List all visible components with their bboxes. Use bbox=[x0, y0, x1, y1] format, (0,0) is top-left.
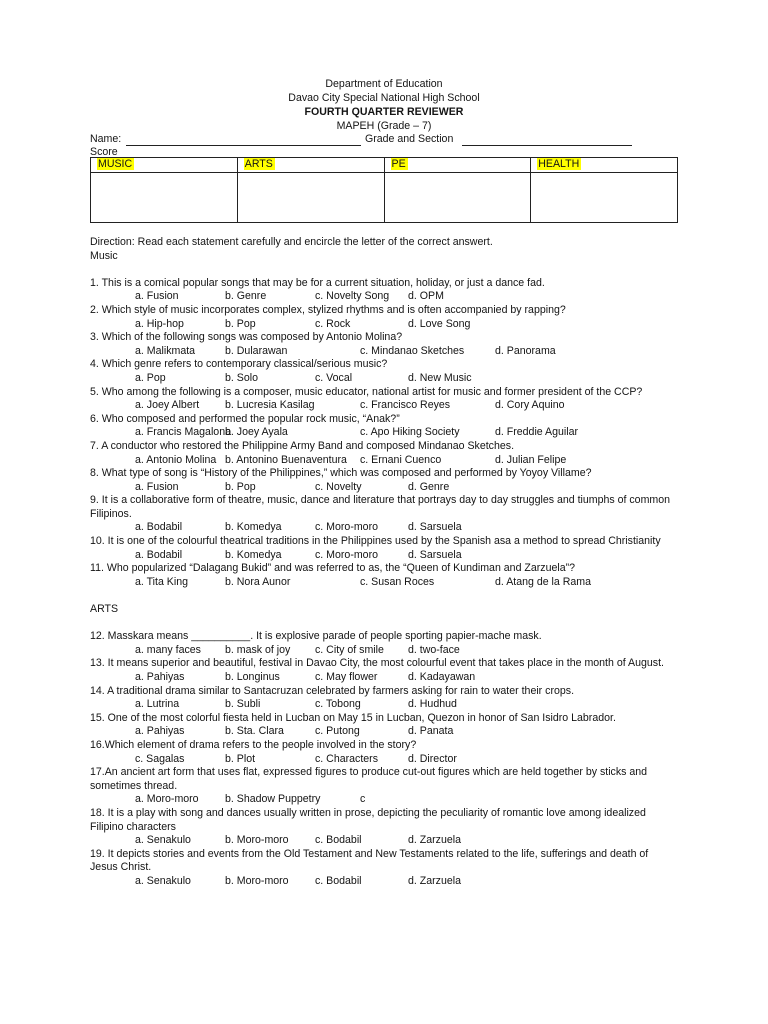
options-row bbox=[90, 725, 680, 739]
score-cell-pe bbox=[384, 173, 531, 223]
question-item bbox=[90, 807, 680, 848]
answer-option[interactable]: a. Hip-hop bbox=[135, 317, 184, 330]
answer-option[interactable]: b. Pop bbox=[225, 317, 256, 330]
answer-option[interactable]: c. Characters bbox=[315, 752, 378, 765]
score-table bbox=[90, 157, 678, 223]
question-item bbox=[90, 535, 680, 562]
answer-option[interactable]: c. Novelty bbox=[315, 480, 362, 493]
answer-option[interactable]: a. Moro-moro bbox=[135, 793, 199, 806]
question-item bbox=[90, 358, 680, 385]
question-item bbox=[90, 712, 680, 739]
answer-option[interactable]: c. Apo Hiking Society bbox=[360, 426, 460, 439]
answer-option[interactable]: b. Genre bbox=[225, 290, 267, 303]
options-row bbox=[90, 576, 680, 590]
question-text: 3. Which of the following songs was composed by Antonio Molina? bbox=[90, 331, 403, 344]
answer-option[interactable]: d. Cory Aquino bbox=[495, 399, 565, 412]
score-cell-arts bbox=[237, 173, 384, 223]
score-table-header bbox=[91, 158, 678, 173]
document-title: FOURTH QUARTER REVIEWER bbox=[304, 106, 464, 118]
answer-option[interactable]: a. Pahiyas bbox=[135, 671, 185, 683]
name-blank bbox=[126, 145, 361, 146]
answer-option[interactable]: c. May flower bbox=[315, 671, 378, 683]
answer-option[interactable]: c. Francisco Reyes bbox=[360, 399, 451, 412]
music-question-list bbox=[90, 277, 680, 590]
options-row bbox=[90, 549, 680, 563]
answer-option[interactable]: b. mask of joy bbox=[225, 643, 291, 656]
answer-option[interactable]: c. City of smile bbox=[315, 643, 384, 656]
question-text: 4. Which genre refers to contemporary classical/serious music? bbox=[90, 358, 388, 371]
answer-option[interactable]: b. Nora Aunor bbox=[225, 575, 291, 588]
answer-option[interactable]: b. Dularawan bbox=[225, 344, 288, 357]
score-cell-music bbox=[91, 173, 238, 223]
answer-option[interactable]: c. Tobong bbox=[315, 698, 361, 711]
direction-text: Direction: Read each statement carefully and encircle the letter of the correct answert. bbox=[90, 236, 493, 248]
options-row bbox=[90, 345, 680, 359]
answer-option[interactable]: a. Bodabil bbox=[135, 521, 183, 534]
answer-option[interactable]: a. Senakulo bbox=[135, 874, 191, 887]
options-row bbox=[90, 793, 680, 807]
section-title-arts: ARTS bbox=[90, 603, 119, 616]
answer-option[interactable]: b. Moro-moro bbox=[225, 874, 289, 887]
answer-option[interactable]: d. Freddie Aguilar bbox=[495, 426, 579, 439]
question-text: 8. What type of song is “History of the Philippines,” which was composed and performed by Yoyoy Villame? bbox=[90, 467, 592, 480]
question-item bbox=[90, 685, 680, 712]
answer-option[interactable]: a. Tita King bbox=[135, 575, 188, 588]
question-text: 13. It means superior and beautiful, festival in Davao City, the most colourful event that takes place in the month of August. bbox=[90, 657, 664, 670]
answer-option[interactable]: d. OPM bbox=[408, 290, 444, 303]
answer-option[interactable]: d. Kadayawan bbox=[408, 671, 476, 683]
options-row bbox=[90, 521, 680, 535]
question-item bbox=[90, 766, 680, 807]
question-text: 17.An ancient art form that uses flat, expressed figures to produce cut-out figures which are held together by sticks and sometimes thread. bbox=[90, 766, 648, 792]
answer-option[interactable]: d. Sarsuela bbox=[408, 521, 462, 534]
question-item bbox=[90, 467, 680, 494]
answer-option[interactable]: a. Joey Albert bbox=[135, 399, 200, 412]
question-text: 11. Who popularized “Dalagang Bukid” and was referred to as, the “Queen of Kundiman and Zarzuela”? bbox=[90, 562, 576, 575]
answer-option[interactable]: d. two-face bbox=[408, 643, 460, 656]
question-text: 18. It is a play with song and dances usually written in prose, depicting the peculiarity of romantic love among idealized Filipino characters bbox=[90, 806, 646, 833]
answer-option[interactable]: d. Panata bbox=[408, 725, 454, 738]
answer-option[interactable]: b. Subli bbox=[225, 698, 261, 711]
answer-option[interactable]: b. Sta. Clara bbox=[225, 725, 284, 738]
answer-option[interactable]: b. Shadow Puppetry bbox=[225, 793, 321, 806]
answer-option[interactable]: b. Plot bbox=[225, 752, 256, 765]
question-text: 7. A conductor who restored the Philippine Army Band and composed Mindanao Sketches. bbox=[90, 439, 515, 452]
answer-option[interactable]: d. Love Song bbox=[408, 317, 471, 330]
answer-option[interactable]: a. Lutrina bbox=[135, 698, 180, 711]
options-row bbox=[90, 671, 680, 685]
answer-option[interactable]: c bbox=[360, 793, 366, 806]
question-text: 6. Who composed and performed the popular rock music, “Anak?” bbox=[90, 412, 400, 425]
question-item bbox=[90, 413, 680, 440]
options-row bbox=[90, 372, 680, 386]
score-col-pe: PE bbox=[384, 158, 531, 173]
question-item bbox=[90, 277, 680, 304]
question-text: 2. Which style of music incorporates complex, stylized rhythms and is often accompanied by rapping? bbox=[90, 303, 566, 316]
answer-option[interactable]: b. Pop bbox=[225, 480, 256, 493]
answer-option[interactable]: d. Zarzuela bbox=[408, 874, 461, 887]
answer-option[interactable]: d. New Music bbox=[408, 371, 472, 384]
answer-option[interactable]: c. Putong bbox=[315, 725, 360, 738]
answer-option[interactable]: a. Francis Magalona bbox=[135, 426, 231, 439]
arts-question-list bbox=[90, 630, 680, 888]
score-cell-health bbox=[531, 173, 678, 223]
score-col-health: HEALTH bbox=[531, 158, 678, 173]
question-item bbox=[90, 739, 680, 766]
answer-option[interactable]: c. Susan Roces bbox=[360, 575, 435, 588]
answer-option[interactable]: a. Senakulo bbox=[135, 834, 191, 847]
answer-option[interactable]: b. Antonino Buenaventura bbox=[225, 453, 347, 466]
question-item bbox=[90, 494, 680, 535]
answer-option[interactable]: c. Moro-moro bbox=[315, 548, 378, 561]
answer-option[interactable]: d. Zarzuela bbox=[408, 834, 461, 847]
answer-option[interactable]: c. Moro-moro bbox=[315, 521, 378, 534]
answer-option[interactable]: a. Antonio Molina bbox=[135, 453, 217, 466]
subject-line: MAPEH (Grade – 7) bbox=[336, 120, 432, 132]
answer-option[interactable]: a. Malikmata bbox=[135, 344, 196, 357]
question-text: 15. One of the most colorful fiesta held in Lucban on May 15 in Lucban, Quezon in honor of San Isidro Labrador. bbox=[90, 711, 616, 724]
answer-option[interactable]: b. Komedya bbox=[225, 521, 282, 534]
answer-option[interactable]: b. Moro-moro bbox=[225, 834, 289, 847]
options-row bbox=[90, 318, 680, 332]
answer-option[interactable]: c. Ernani Cuenco bbox=[360, 453, 442, 466]
answer-option[interactable]: b. Solo bbox=[225, 371, 258, 384]
score-label: Score bbox=[90, 146, 118, 158]
answer-option[interactable]: d. Sarsuela bbox=[408, 548, 462, 561]
name-label: Name: bbox=[90, 133, 122, 145]
question-item bbox=[90, 440, 680, 467]
answer-option[interactable]: b. Komedya bbox=[225, 548, 282, 561]
answer-option[interactable]: a. Fusion bbox=[135, 290, 179, 303]
grade-section-label: Grade and Section bbox=[365, 133, 454, 145]
question-text: 5. Who among the following is a composer, music educator, national artist for music and former president of the CCP? bbox=[90, 385, 643, 398]
answer-option[interactable]: d. Atang de la Rama bbox=[495, 575, 591, 588]
options-row bbox=[90, 426, 680, 440]
school-line: Davao City Special National High School bbox=[288, 92, 480, 104]
document-body bbox=[90, 236, 680, 889]
question-text: 16.Which element of drama refers to the people involved in the story? bbox=[90, 738, 417, 751]
score-col-arts: ARTS bbox=[237, 158, 384, 173]
answer-option[interactable]: c. Bodabil bbox=[315, 834, 362, 847]
question-text: 14. A traditional drama similar to Santacruzan celebrated by farmers asking for rain to water their crops. bbox=[90, 684, 575, 697]
answer-option[interactable]: b. Joey Ayala bbox=[225, 426, 288, 439]
question-item bbox=[90, 331, 680, 358]
options-row bbox=[90, 834, 680, 848]
question-item bbox=[90, 562, 680, 589]
answer-option[interactable]: d. Julian Felipe bbox=[495, 453, 567, 466]
answer-option[interactable]: d. Panorama bbox=[495, 344, 556, 357]
answer-option[interactable]: d. Genre bbox=[408, 480, 450, 493]
options-row bbox=[90, 875, 680, 889]
question-text: 19. It depicts stories and events from the Old Testament and New Testaments related to the life, sufferings and death of Jesus Christ. bbox=[90, 847, 649, 874]
answer-option[interactable]: a. many faces bbox=[135, 643, 201, 656]
options-row bbox=[90, 399, 680, 413]
options-row bbox=[90, 481, 680, 495]
question-item bbox=[90, 386, 680, 413]
answer-option[interactable]: d. Director bbox=[408, 752, 457, 765]
answer-option[interactable]: c. Novelty Song bbox=[315, 290, 390, 303]
question-text: 1. This is a comical popular songs that may be for a current situation, holiday, or just a dance fad. bbox=[90, 276, 545, 289]
answer-option[interactable]: d. Hudhud bbox=[408, 698, 457, 711]
answer-option[interactable]: c. Sagalas bbox=[135, 752, 185, 765]
answer-option[interactable]: a. Pahiyas bbox=[135, 725, 185, 738]
question-text: 9. It is a collaborative form of theatre, music, dance and literature that portrays day to day struggles and tiumphs of common Filipinos. bbox=[90, 494, 671, 520]
score-table-row bbox=[91, 173, 678, 223]
options-row bbox=[90, 454, 680, 468]
department-line: Department of Education bbox=[325, 78, 443, 90]
question-text: 12. Masskara means __________. It is explosive parade of people sporting papier-mache mask. bbox=[90, 630, 542, 643]
options-row bbox=[90, 644, 680, 658]
answer-option[interactable]: c. Rock bbox=[315, 317, 351, 330]
answer-option[interactable]: c. Mindanao Sketches bbox=[360, 344, 465, 357]
score-col-music: MUSIC bbox=[91, 158, 238, 173]
answer-option[interactable]: a. Fusion bbox=[135, 480, 179, 493]
answer-option[interactable]: b. Lucresia Kasilag bbox=[225, 399, 315, 412]
question-item bbox=[90, 657, 680, 684]
question-item bbox=[90, 630, 680, 657]
question-text: 10. It is one of the colourful theatrical traditions in the Philippines used by the Spanish asa a method to spread Christianity bbox=[90, 535, 661, 548]
answer-option[interactable]: a. Bodabil bbox=[135, 548, 183, 561]
section-title-music: Music bbox=[90, 249, 118, 262]
answer-option[interactable]: c. Bodabil bbox=[315, 874, 362, 887]
grade-section-blank bbox=[462, 145, 632, 146]
answer-option[interactable]: b. Longinus bbox=[225, 671, 280, 683]
question-item bbox=[90, 848, 680, 889]
options-row bbox=[90, 290, 680, 304]
options-row bbox=[90, 753, 680, 767]
answer-option[interactable]: a. Pop bbox=[135, 371, 166, 384]
answer-option[interactable]: c. Vocal bbox=[315, 371, 353, 384]
question-item bbox=[90, 304, 680, 331]
options-row bbox=[90, 698, 680, 712]
